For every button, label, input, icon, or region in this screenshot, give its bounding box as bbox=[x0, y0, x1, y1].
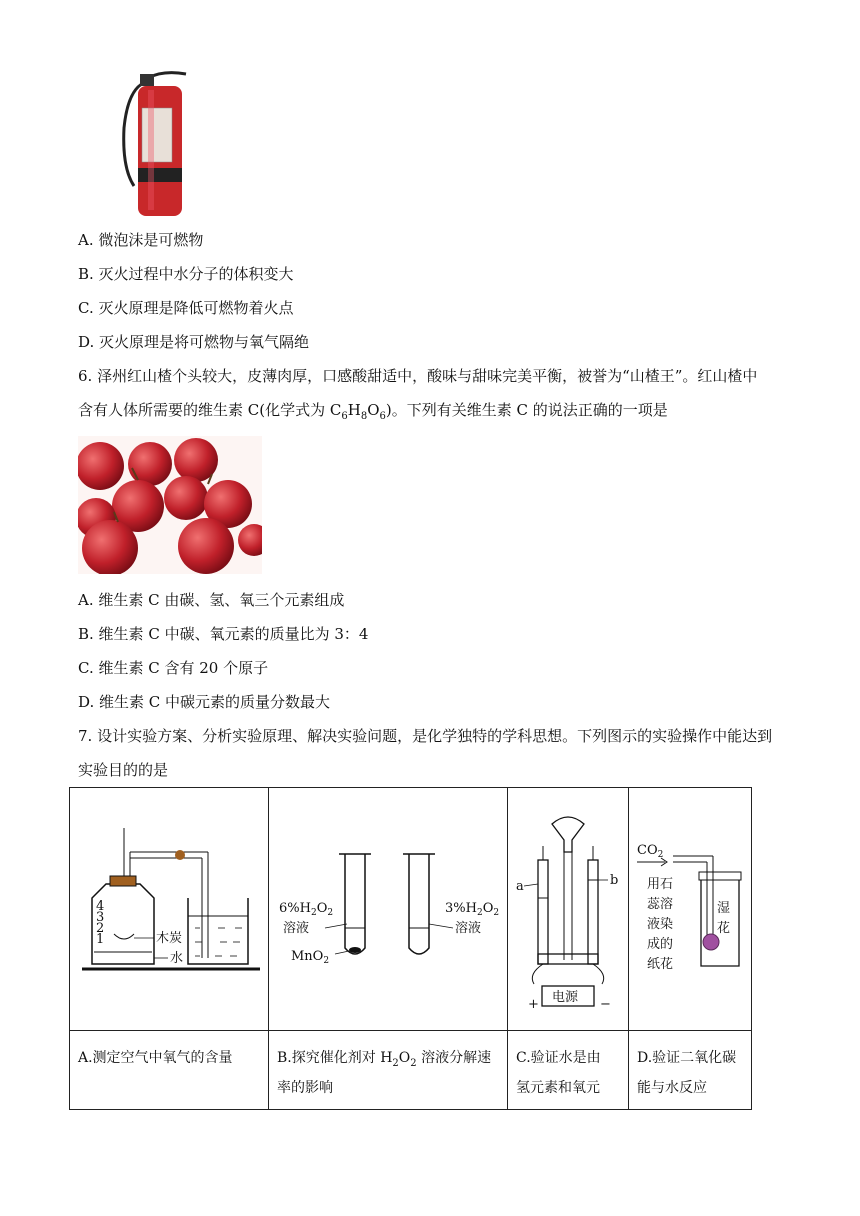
q6-stem-line2: 含有人体所需要的维生素 C(化学式为 $C_6H_8O_6$)。下列有关维生素 C 的说法正确的一项是 bbox=[78, 401, 668, 422]
litmus-text-1: 用石 bbox=[647, 877, 674, 892]
q5-option-b: B. 灭火过程中水分子的体积变大 bbox=[78, 265, 294, 283]
electrode-b-label: b bbox=[610, 873, 619, 888]
h2o2-6-label: $6\%H_2O_2$ bbox=[279, 901, 334, 918]
wet-text-2: 花 bbox=[717, 921, 731, 936]
h2o2-3-label: $3\%H_2O_2$ bbox=[445, 901, 500, 918]
caption-d: D.验证二氧化碳 能与水反应 bbox=[629, 1031, 752, 1110]
scale-3: 3 bbox=[96, 910, 105, 925]
diagram-cell-d bbox=[629, 788, 752, 1031]
diagram-cell-a bbox=[70, 788, 269, 1031]
diagram-cell-c bbox=[508, 788, 629, 1031]
q7-stem-line1: 7. 设计实验方案、分析实验原理、解决实验问题，是化学独特的学科思想。下列图示的实验操作中能达到 bbox=[78, 727, 773, 745]
electrolysis-diagram bbox=[508, 788, 628, 1026]
water-label: 水 bbox=[170, 951, 184, 966]
power-label: 电源 bbox=[552, 990, 579, 1005]
q6-option-a: A. 维生素 C 由碳、氢、氧三个元素组成 bbox=[78, 591, 345, 609]
caption-c: C.验证水是由 氢元素和氧元 bbox=[508, 1031, 629, 1110]
oxygen-measurement-diagram bbox=[70, 788, 268, 1026]
co2-diagram bbox=[629, 788, 751, 1026]
q6-option-b: B. 维生素 C 中碳、氧元素的质量比为 3：4 bbox=[78, 625, 369, 643]
q6-option-d: D. 维生素 C 中碳元素的质量分数最大 bbox=[78, 693, 331, 711]
minus-label: − bbox=[600, 997, 611, 1012]
diagram-cell-b bbox=[269, 788, 508, 1031]
litmus-text-4: 成的 bbox=[647, 937, 674, 952]
scale-1: 1 bbox=[96, 932, 105, 947]
scale-2: 2 bbox=[96, 921, 105, 936]
q6-stem-line1: 6. 泽州红山楂个头较大，皮薄肉厚，口感酸甜适中，酸味与甜味完美平衡，被誉为“山楂王”。红山楂中 bbox=[78, 367, 758, 385]
co2-label: $CO_2$ bbox=[637, 843, 664, 860]
fire-extinguisher-image bbox=[118, 68, 190, 220]
q7-stem-line2: 实验目的的是 bbox=[78, 761, 169, 779]
solution-label-left: 溶液 bbox=[283, 921, 310, 936]
mno2-label: MnO$_2$ bbox=[291, 949, 330, 966]
experiment-table bbox=[69, 787, 752, 1110]
solution-label-right: 溶液 bbox=[455, 921, 482, 936]
q5-option-d: D. 灭火原理是将可燃物与氧气隔绝 bbox=[78, 333, 310, 351]
litmus-text-5: 纸花 bbox=[647, 957, 674, 972]
wet-text-1: 湿 bbox=[717, 901, 731, 916]
q5-option-a: A. 微泡沫是可燃物 bbox=[78, 231, 204, 249]
electrode-a-label: a bbox=[516, 879, 524, 894]
litmus-text-3: 液染 bbox=[647, 917, 674, 932]
litmus-text-2: 蕊溶 bbox=[647, 897, 674, 912]
scale-4: 4 bbox=[96, 899, 105, 914]
caption-a: A.测定空气中氧气的含量 bbox=[70, 1031, 269, 1110]
hawthorn-image bbox=[78, 436, 262, 574]
charcoal-label: 木炭 bbox=[156, 931, 183, 946]
catalyst-diagram bbox=[269, 788, 507, 1026]
q6-option-c: C. 维生素 C 含有 20 个原子 bbox=[78, 659, 269, 677]
caption-b: B.探究催化剂对 $H_2O_2$ 溶液分解速 率的影响 bbox=[269, 1031, 508, 1110]
q5-option-c: C. 灭火原理是降低可燃物着火点 bbox=[78, 299, 294, 317]
plus-label: + bbox=[528, 997, 539, 1012]
